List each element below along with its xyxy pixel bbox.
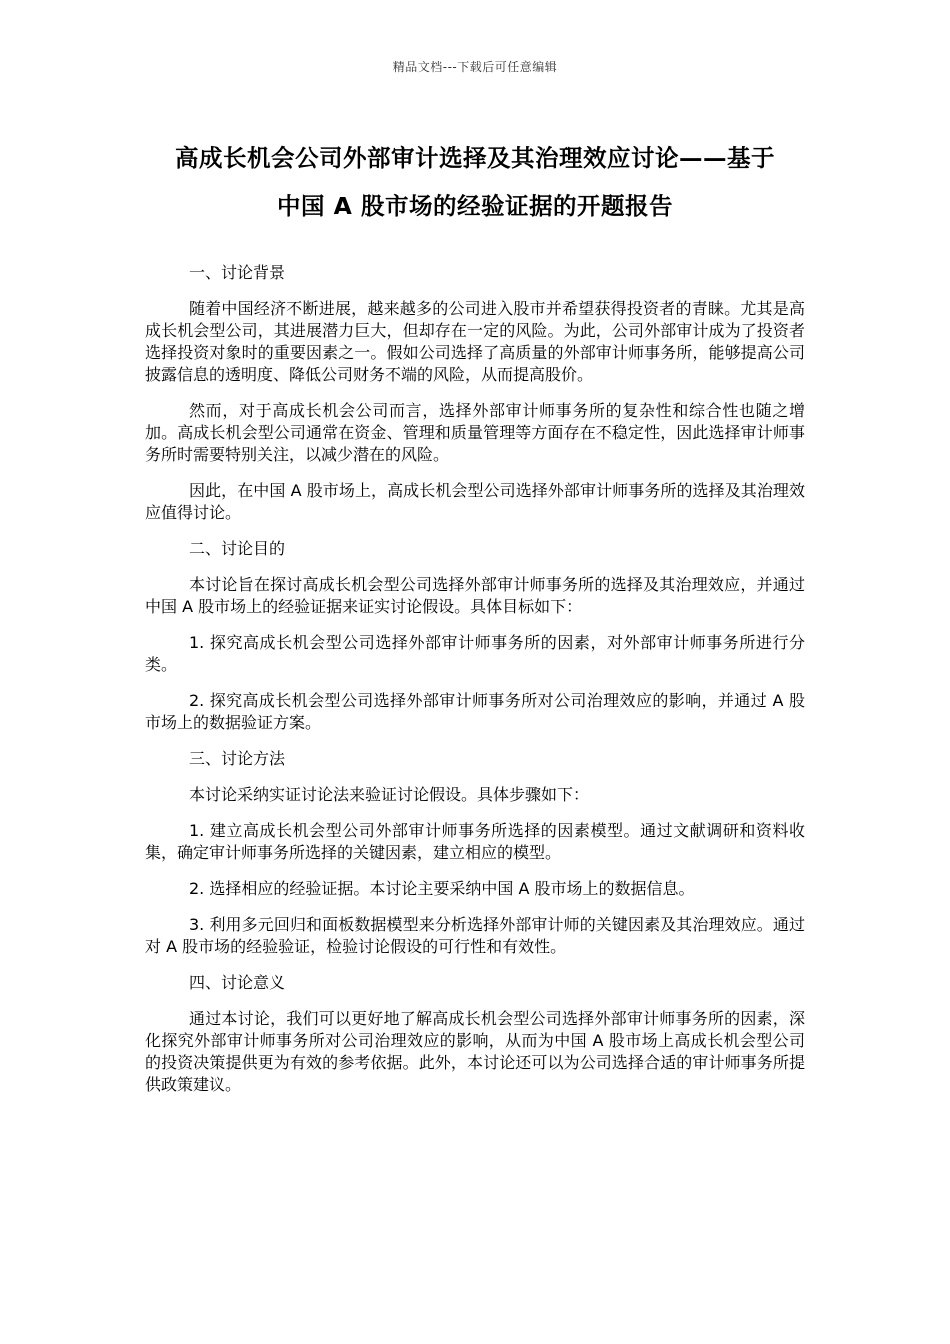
title-line-1: 高成长机会公司外部审计选择及其治理效应讨论——基于 bbox=[175, 144, 775, 172]
paragraph: 因此，在中国 A 股市场上，高成长机会型公司选择外部审计师事务所的选择及其治理效应值得讨论。 bbox=[145, 481, 805, 522]
section-heading-background: 一、讨论背景 bbox=[189, 263, 286, 282]
document-title bbox=[145, 134, 805, 230]
paragraph: 随着中国经济不断进展，越来越多的公司进入股市并希望获得投资者的青睐。尤其是高成长机会型公司，其进展潜力巨大，但却存在一定的风险。为此，公司外部审计成为了投资者选择投资对象时的重要因素之一。假如公司选择了高质量的外部审计师事务所，能够提高公司披露信息的透明度、降低公司财务不端的风险，从而提高股价。 bbox=[145, 299, 805, 384]
paragraph: 通过本讨论，我们可以更好地了解高成长机会型公司选择外部审计师事务所的因素，深化探究外部审计师事务所对公司治理效应的影响，从而为中国 A 股市场上高成长机会型公司的投资决策提供更为有效的参考依据。此外，本讨论还可以为公司选择合适的审计师事务所提供政策建议。 bbox=[145, 1009, 805, 1094]
title-line-2: 中国 A 股市场的经验证据的开题报告 bbox=[276, 192, 674, 220]
paragraph: 本讨论旨在探讨高成长机会型公司选择外部审计师事务所的选择及其治理效应，并通过中国 A 股市场上的经验证据来证实讨论假设。具体目标如下： bbox=[145, 575, 805, 616]
list-item: 1. 探究高成长机会型公司选择外部审计师事务所的因素，对外部审计师事务所进行分类。 bbox=[145, 633, 805, 674]
list-item: 1. 建立高成长机会型公司外部审计师事务所选择的因素模型。通过文献调研和资料收集，确定审计师事务所选择的关键因素，建立相应的模型。 bbox=[145, 821, 805, 862]
list-item: 3. 利用多元回归和面板数据模型来分析选择外部审计师的关键因素及其治理效应。通过对 A 股市场的经验验证，检验讨论假设的可行性和有效性。 bbox=[145, 915, 805, 956]
header-note: 精品文档---下载后可任意编辑 bbox=[392, 60, 558, 74]
document-body bbox=[145, 262, 805, 1110]
section-heading-significance: 四、讨论意义 bbox=[189, 973, 286, 992]
paragraph: 然而，对于高成长机会公司而言，选择外部审计师事务所的复杂性和综合性也随之增加。高成长机会型公司通常在资金、管理和质量管理等方面存在不稳定性，因此选择审计师事务所时需要特别关注，以减少潜在的风险。 bbox=[145, 401, 805, 464]
section-heading-purpose: 二、讨论目的 bbox=[189, 539, 286, 558]
list-item: 2. 探究高成长机会型公司选择外部审计师事务所对公司治理效应的影响，并通过 A 股市场上的数据验证方案。 bbox=[145, 691, 805, 732]
section-heading-method: 三、讨论方法 bbox=[189, 749, 286, 768]
list-item: 2. 选择相应的经验证据。本讨论主要采纳中国 A 股市场上的数据信息。 bbox=[189, 879, 695, 898]
paragraph: 本讨论采纳实证讨论法来验证讨论假设。具体步骤如下： bbox=[189, 785, 590, 804]
